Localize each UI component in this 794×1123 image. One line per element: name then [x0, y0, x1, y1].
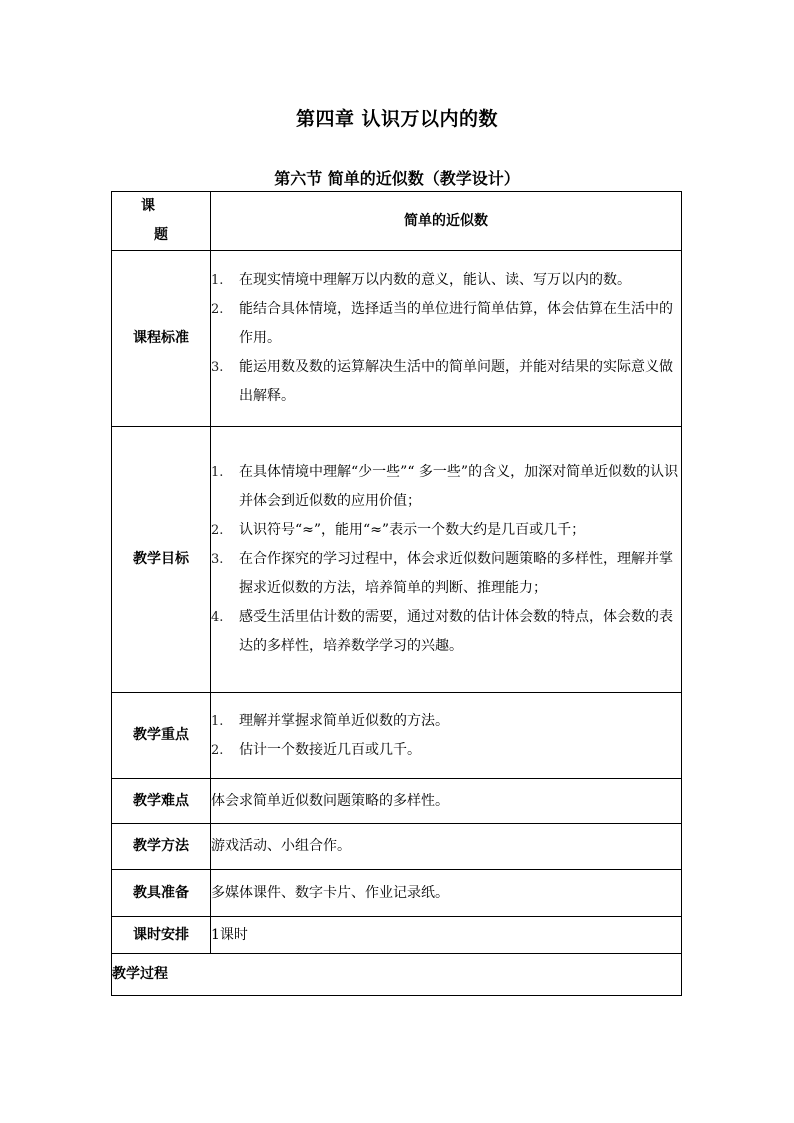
class-hours-row [112, 917, 682, 954]
list-item [211, 545, 681, 603]
item-text: 能结合具体情境，选择适当的单位进行简单估算，体会估算在生活中的作用。 [239, 301, 673, 346]
difficult-points-row [112, 779, 682, 824]
item-number: 2. [211, 302, 224, 317]
list-item [211, 458, 681, 516]
list-item [211, 603, 681, 661]
item-text: 认识符号“≈”，能用“≈”表示一个数大约是几百或几千； [239, 522, 586, 538]
list-item [211, 266, 681, 295]
item-text: 感受生活里估计数的需要，通过对数的估计体会数的特点，体会数的表达的多样性，培养数学学习的兴趣。 [239, 609, 673, 654]
item-text: 在合作探究的学习过程中，体会求近似数问题策略的多样性，理解并掌握求近似数的方法，培养简单的判断、推理能力； [239, 551, 673, 596]
item-text: 估计一个数接近几百或几千。 [239, 741, 421, 758]
list-item [211, 707, 681, 736]
item-text: 在现实情境中理解万以内数的意义，能认、读、写万以内的数。 [239, 272, 631, 288]
teaching-objectives-label: 教学目标 [112, 427, 211, 693]
list-item [211, 516, 681, 545]
teaching-process-row [112, 954, 682, 996]
curriculum-standard-row [112, 251, 682, 427]
teaching-objectives-content [211, 427, 682, 693]
curriculum-standard-content [211, 251, 682, 427]
topic-row [112, 192, 682, 251]
teaching-aids-value: 多媒体课件、数字卡片、作业记录纸。 [211, 870, 682, 917]
item-text: 理解并掌握求简单近似数的方法。 [239, 712, 449, 729]
teaching-process-label: 教学过程 [112, 954, 682, 996]
difficult-points-label: 教学难点 [112, 779, 211, 824]
teaching-aids-row [112, 870, 682, 917]
item-number: 1. [211, 713, 224, 729]
item-number: 2. [211, 742, 224, 758]
item-number: 1. [211, 465, 224, 480]
section-title: 第六节 简单的近似数（教学设计） [274, 169, 520, 188]
item-text: 能运用数及数的运算解决生活中的简单问题，并能对结果的实际意义做出解释。 [239, 359, 673, 404]
teaching-method-row [112, 824, 682, 870]
teaching-objectives-list [211, 458, 681, 661]
curriculum-standard-label: 课程标准 [112, 251, 211, 427]
item-number: 3. [211, 552, 224, 567]
list-item [211, 295, 681, 353]
topic-value: 简单的近似数 [211, 192, 682, 251]
item-number: 3. [211, 360, 224, 375]
list-item [211, 736, 681, 765]
lesson-plan-table [111, 191, 682, 996]
item-number: 4. [211, 610, 224, 625]
item-number: 2. [211, 523, 224, 538]
topic-label: 课 题 [112, 192, 211, 251]
key-points-list [211, 707, 681, 765]
item-number: 1. [211, 273, 224, 288]
key-points-label: 教学重点 [112, 693, 211, 779]
difficult-points-value: 体会求简单近似数问题策略的多样性。 [211, 779, 682, 824]
teaching-method-value: 游戏活动、小组合作。 [211, 824, 682, 870]
teaching-aids-label: 教具准备 [112, 870, 211, 917]
class-hours-label: 课时安排 [112, 917, 211, 954]
chapter-title: 第四章 认识万以内的数 [295, 108, 499, 130]
teaching-objectives-row [112, 427, 682, 693]
item-text: 在具体情境中理解“少一些”“ 多一些”的含义，加深对简单近似数的认识并体会到近似数的应用价值； [239, 464, 679, 509]
key-points-content [211, 693, 682, 779]
curriculum-standard-list [211, 266, 681, 411]
class-hours-value: 1课时 [211, 917, 682, 954]
key-points-row [112, 693, 682, 779]
teaching-method-label: 教学方法 [112, 824, 211, 870]
list-item [211, 353, 681, 411]
